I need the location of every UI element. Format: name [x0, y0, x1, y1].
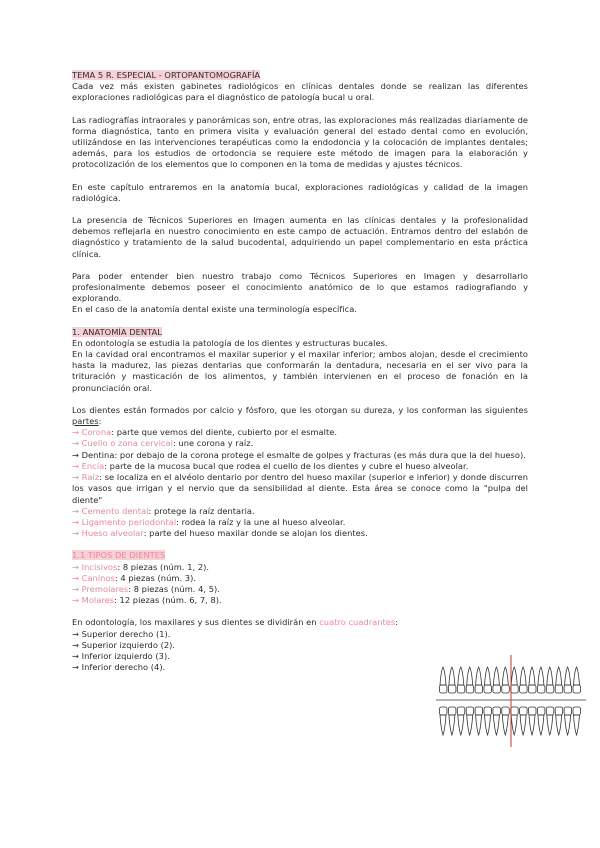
- upper-tooth-crown: [537, 685, 545, 693]
- parts-term: Raíz: [81, 472, 100, 483]
- upper-tooth-crown: [448, 685, 456, 693]
- upper-tooth-crown: [520, 685, 528, 693]
- lower-tooth-root: [529, 715, 535, 735]
- upper-tooth-root: [574, 667, 580, 685]
- cuadrantes-list: [72, 629, 428, 674]
- lower-tooth-crown: [448, 707, 456, 715]
- lower-tooth-crown: [484, 707, 492, 715]
- upper-tooth-crown: [475, 685, 483, 693]
- parts-term: Hueso alveolar: [81, 528, 144, 539]
- lower-tooth-crown: [573, 707, 581, 715]
- arrow-icon: →: [72, 583, 82, 594]
- arrow-icon: →: [72, 561, 82, 572]
- lower-tooth-crown: [537, 707, 545, 715]
- tipos-item: [72, 584, 528, 595]
- lower-tooth-root: [449, 715, 455, 735]
- lower-tooth-root: [440, 715, 446, 735]
- arrow-icon: →: [72, 427, 82, 438]
- upper-tooth-crown: [484, 685, 492, 693]
- lower-tooth-crown: [457, 707, 465, 715]
- tipos-item: [72, 573, 528, 584]
- parts-text: : rodea la raíz y la une al hueso alveolar.: [176, 516, 346, 527]
- cuadrantes-block: [72, 617, 428, 673]
- paragraph-terminologia: En el caso de la anatomía dental existe una terminología específica.: [72, 304, 357, 315]
- upper-tooth-root: [467, 667, 473, 685]
- upper-tooth-root: [511, 667, 517, 685]
- tipos-item: [72, 562, 528, 573]
- lower-tooth-root: [565, 715, 571, 735]
- tipos-text: : 8 piezas (núm. 4, 5).: [128, 583, 220, 594]
- upper-tooth-crown: [493, 685, 501, 693]
- parts-item: [72, 506, 528, 517]
- intro-paragraph: Cada vez más existen gabinetes radiológicos en clínicas dentales donde se realizan las diferentes exploraciones radiológicas para el diagnóstico de patología bucal u oral.: [72, 81, 528, 103]
- lower-tooth-root: [458, 715, 464, 735]
- upper-tooth-root: [538, 667, 544, 685]
- upper-tooth-root: [520, 667, 526, 685]
- parts-text: : protege la raíz dentaria.: [148, 505, 255, 516]
- lower-tooth-crown: [502, 707, 510, 715]
- parts-item: [72, 517, 528, 528]
- lower-tooth-crown: [493, 707, 501, 715]
- upper-tooth-crown: [466, 685, 474, 693]
- cuadrante-item: → Inferior izquierdo (3).: [72, 650, 170, 661]
- parts-text: : parte de la mucosa bucal que rodea el cuello de los dientes y cubre el hueso alveolar.: [104, 460, 469, 471]
- section-heading-anatomia: 1. ANATOMÍA DENTAL: [72, 326, 162, 337]
- upper-tooth-crown: [440, 685, 448, 693]
- parts-text: : parte que vemos del diente, cubierto por el esmalte.: [111, 427, 338, 438]
- upper-tooth-root: [556, 667, 562, 685]
- tipos-term: Incisivos: [81, 561, 118, 572]
- lower-tooth-root: [556, 715, 562, 735]
- tipos-text: : 8 piezas (núm. 1, 2).: [117, 561, 210, 572]
- lower-tooth-root: [476, 715, 482, 735]
- arrow-icon: →: [72, 516, 82, 527]
- lower-tooth-root: [467, 715, 473, 735]
- lower-tooth-crown: [555, 707, 563, 715]
- cuadrante-item: → Superior derecho (1).: [72, 628, 171, 639]
- upper-tooth-root: [449, 667, 455, 685]
- parts-item: [72, 528, 528, 539]
- paragraph-tecnicos: La presencia de Técnicos Superiores en Imagen aumenta en las clínicas dentales y la profesionalidad debemos reflejarla en nuestro conocimiento en este campo de actuación. Entramos dentro del eslabón de diagnóstico y tratamiento de la salud bucodental, adquiriendo un papel complementario en esta práctica clínica.: [72, 215, 528, 259]
- upper-tooth-root: [476, 667, 482, 685]
- lower-tooth-root: [511, 715, 517, 735]
- upper-tooth-root: [502, 667, 508, 685]
- lower-tooth-root: [502, 715, 508, 735]
- lower-tooth-root: [485, 715, 491, 735]
- dental-quadrant-diagram: [436, 655, 586, 747]
- upper-tooth-crown: [573, 685, 581, 693]
- parts-item: [72, 427, 528, 438]
- upper-tooth-crown: [564, 685, 572, 693]
- upper-tooth-root: [458, 667, 464, 685]
- paragraph-entender: Para poder entender bien nuestro trabajo como Técnicos Superiores en Imagen y desarrollarlo profesionalmente debemos poseer el conocimiento anatómico de lo que estamos radiografiando y explorando.: [72, 270, 528, 304]
- upper-tooth-crown: [502, 685, 510, 693]
- lower-tooth-root: [493, 715, 499, 735]
- parts-text: : une corona y raíz.: [172, 438, 254, 449]
- lower-tooth-crown: [466, 707, 474, 715]
- parts-item: [72, 461, 528, 472]
- upper-tooth-root: [529, 667, 535, 685]
- parts-term: Cemento dental: [81, 505, 149, 516]
- lower-tooth-root: [574, 715, 580, 735]
- parts-item: [72, 472, 528, 506]
- upper-tooth-crown: [555, 685, 563, 693]
- tipos-term: Caninos: [81, 572, 115, 583]
- document-page: [72, 70, 528, 673]
- lower-tooth-crown: [511, 707, 519, 715]
- arrow-icon: →: [72, 438, 82, 449]
- lower-tooth-crown: [529, 707, 537, 715]
- upper-tooth-crown: [511, 685, 519, 693]
- parts-text: : por debajo de la corona protege el esmalte de golpes y fracturas (es más dura que la del hueso).: [114, 449, 526, 460]
- doc-title: TEMA 5 R. ESPECIAL - ORTOPANTOMOGRAFÍA: [72, 70, 261, 80]
- arrow-icon: →: [72, 449, 82, 460]
- arrow-icon: →: [72, 528, 82, 539]
- upper-tooth-root: [565, 667, 571, 685]
- upper-tooth-root: [547, 667, 553, 685]
- arrow-icon: →: [72, 505, 82, 516]
- paragraph-radiografias: Las radiografías intraorales y panorámicas son, entre otras, las exploraciones más realizadas diariamente de forma diagnóstica, tanto en primera visita y evaluación general del estado dental como en evolución, utilizándose en las intervenciones terapéuticas como la endodoncia y la colocación de implantes dentales; además, para los estudios de ortodoncia se requiere este método de imagen para la elaboración y protocolización de los elementos que lo componen en la toma de medidas y ajustes técnicos.: [72, 114, 528, 170]
- parts-item: [72, 450, 528, 461]
- cuadrantes-intro: En odontología, los maxilares y sus dientes se dividirán en cuatro cuadrantes:: [72, 617, 399, 628]
- parts-text: : se localiza en el alvéolo dentario por dentro del hueso maxilar (superior e inferior) y donde discurren los vasos que irrigan y el nervio que da sensibilidad al diente. Esta área se conoce como la "pulpa del diente": [72, 472, 528, 505]
- anatomia-line-1: En odontología se estudia la patología de los dientes y estructuras bucales.: [72, 337, 388, 348]
- parts-text: : parte del hueso maxilar donde se alojan los dientes.: [143, 528, 368, 539]
- lower-tooth-root: [547, 715, 553, 735]
- tipos-item: [72, 595, 528, 606]
- lower-tooth-crown: [475, 707, 483, 715]
- cuadrante-item: → Superior izquierdo (2).: [72, 639, 176, 650]
- parts-list: [72, 427, 528, 539]
- lower-tooth-crown: [520, 707, 528, 715]
- parts-term: Dentina: [81, 449, 115, 460]
- parts-term: Corona: [81, 427, 112, 438]
- tipos-text: : 12 piezas (núm. 6, 7, 8).: [114, 595, 222, 606]
- anatomia-paragraph: En la cavidad oral encontramos el maxilar superior y el maxilar inferior; ambos alojan, desde el crecimiento hasta la madurez, las piezas dentarias que conformarán la dentadura, necesaria en el ser vivo para la trituración y masticación de los alimentos, y también intervienen en el proceso de fonación en la pronunciación oral.: [72, 349, 528, 393]
- tipos-list: [72, 562, 528, 607]
- lower-tooth-root: [538, 715, 544, 735]
- section-heading-tipos: 1.1 TIPOS DE DIENTES: [72, 550, 166, 561]
- lower-tooth-crown: [546, 707, 554, 715]
- lower-tooth-root: [520, 715, 526, 735]
- tipos-term: Molares: [81, 595, 115, 606]
- upper-tooth-root: [440, 667, 446, 685]
- parts-term: Cuello o zona cervical: [81, 438, 173, 449]
- paragraph-capitulo: En este capítulo entraremos en la anatomía bucal, exploraciones radiológicas y calidad de la imagen radiológica.: [72, 181, 528, 203]
- tipos-text: : 4 piezas (núm. 3).: [114, 572, 196, 583]
- arrow-icon: →: [72, 472, 82, 483]
- upper-tooth-root: [485, 667, 491, 685]
- lower-tooth-crown: [440, 707, 448, 715]
- lower-tooth-crown: [564, 707, 572, 715]
- upper-tooth-crown: [457, 685, 465, 693]
- parts-term: Encía: [81, 460, 105, 471]
- tipos-term: Premolares: [81, 583, 129, 594]
- parts-intro: Los dientes están formados por calcio y fósforo, que les otorgan su dureza, y los conforman las siguientes partes:: [72, 404, 528, 427]
- upper-tooth-crown: [546, 685, 554, 693]
- upper-tooth-root: [493, 667, 499, 685]
- parts-term: Ligamento periodontal: [81, 516, 177, 527]
- cuadrante-item: → Inferior derecho (4).: [72, 662, 166, 673]
- arrow-icon: →: [72, 595, 82, 606]
- teeth-chart-icon: [436, 655, 586, 747]
- parts-item: [72, 438, 528, 449]
- arrow-icon: →: [72, 572, 82, 583]
- upper-tooth-crown: [529, 685, 537, 693]
- arrow-icon: →: [72, 460, 82, 471]
